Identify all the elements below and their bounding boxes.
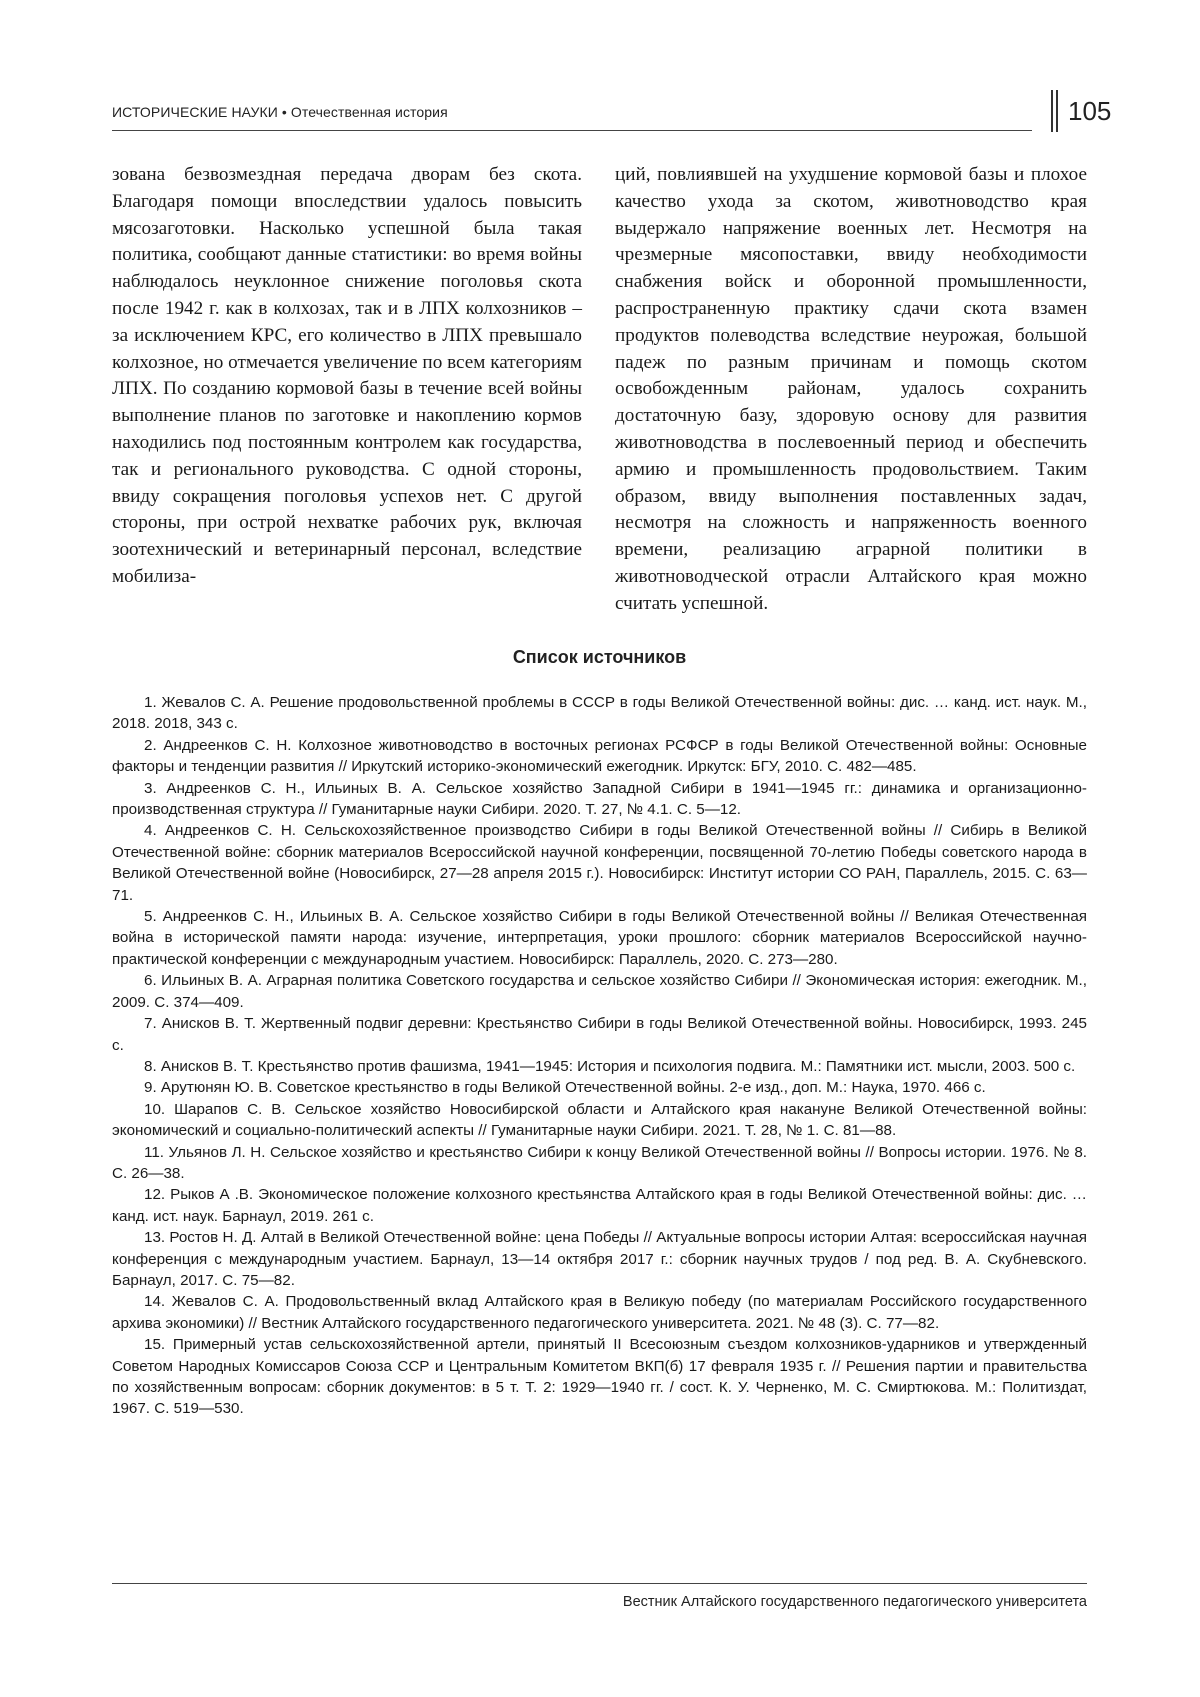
reference-item: 5. Андреенков С. Н., Ильиных В. А. Сельское хозяйство Сибири в годы Великой Отечественной войны // Великая Отечественная война в исторической памяти народа: изучение, интерпретация, уроки прошлого: сборник материалов Всероссийской научно-практической конференции с международным участием. Новосибирск: Параллель, 2020. С. 273—280.: [112, 908, 1087, 968]
reference-item: 14. Жевалов С. А. Продовольственный вклад Алтайского края в Великую победу (по материалам Российского государственного архива экономики) // Вестник Алтайского государственного педагогического университета. 2021. № 48 (3). С. 77—82.: [112, 1293, 1087, 1332]
header-subsection: Отечественная история: [290, 104, 448, 120]
sources-heading: Список источников: [512, 647, 687, 667]
reference-item: 11. Ульянов Л. Н. Сельское хозяйство и крестьянство Сибири к концу Великой Отечественной войны // Вопросы истории. 1976. № 8. С. 26—38.: [112, 1143, 1087, 1182]
reference-item: 4. Андреенков С. Н. Сельскохозяйственное производство Сибири в годы Великой Отечественной войны // Сибирь в Великой Отечественной войне: сборник материалов Всероссийской научной конференции, посвященной 70-летию Победы советского народа в Великой Отечественной войне (Новосибирск, 27—28 апреля 2015 г.). Новосибирск: Институт истории СО РАН, Параллель, 2015. С. 63—71.: [112, 822, 1087, 904]
running-header: [112, 96, 1112, 136]
reference-item: 6. Ильиных В. А. Аграрная политика Советского государства и сельское хозяйство Сибири // Экономическая история: ежегодник. М., 2009. С. 374—409.: [112, 972, 1087, 1011]
header-section-label: [112, 104, 448, 120]
header-separator: •: [277, 104, 291, 120]
reference-list: [112, 692, 1087, 1420]
body-column-right: [615, 162, 1087, 618]
reference-item: 8. Анисков В. Т. Крестьянство против фашизма, 1941—1945: История и психология подвига. М.: Памятники ист. мысли, 2003. 500 с.: [144, 1057, 1076, 1075]
header-vertical-bar: [1051, 90, 1053, 132]
reference-item: 3. Андреенков С. Н., Ильиных В. А. Сельское хозяйство Западной Сибири в 1941—1945 гг.: динамика и организационно-производственная структура // Гуманитарные науки Сибири. 2020. Т. 27, № 4.1. С. 5—12.: [112, 779, 1087, 819]
reference-item: 2. Андреенков С. Н. Колхозное животноводство в восточных регионах РСФСР в годы Великой Отечественной войны: Основные факторы и тенденции развития // Иркутский историко-экономический ежегодник. Иркутск: БГУ, 2010. С. 482—485.: [112, 736, 1087, 776]
reference-item: 9. Арутюнян Ю. В. Советское крестьянство в годы Великой Отечественной войны. 2-е изд., доп. М.: Наука, 1970. 466 с.: [144, 1079, 986, 1097]
reference-item: 1. Жевалов С. А. Решение продовольственной проблемы в СССР в годы Великой Отечественной войны: дис. … канд. ист. наук. М., 2018. 2018, 343 с.: [112, 694, 1087, 733]
reference-item: 10. Шарапов С. В. Сельское хозяйство Новосибирской области и Алтайского края накануне Великой Отечественной войны: экономический и социально-политический аспекты // Гуманитарные науки Сибири. 2021. Т. 28, № 1. С. 81—88.: [112, 1100, 1087, 1140]
reference-item: 13. Ростов Н. Д. Алтай в Великой Отечественной войне: цена Победы // Актуальные вопросы истории Алтая: всероссийская научная конференция с международным участием. Барнаул, 13—14 октября 2017 г.: сборник научных трудов / под ред. В. А. Скубневского. Барнаул, 2017. С. 75—82.: [112, 1229, 1087, 1289]
reference-item: 15. Примерный устав сельскохозяйственной артели, принятый II Всесоюзным съездом колхозников-ударников и утвержденный Советом Народных Комиссаров Союза ССР и Центральным Комитетом ВКП(б) 17 февраля 1935 г. // Решения партии и правительства по хозяйственным вопросам: сборник документов: в 5 т. Т. 2: 1929—1940 гг. / сост. К. У. Черненко, М. С. Смиртюкова. М.: Политиздат, 1967. С. 519—530.: [112, 1336, 1087, 1418]
header-section: ИСТОРИЧЕСКИЕ НАУКИ: [112, 104, 278, 120]
body-column-left: [112, 162, 582, 591]
header-rule: [112, 130, 1032, 131]
header-vertical-bar: [1056, 90, 1058, 132]
body-paragraph: зована безвозмездная передача дворам без скота. Благодаря помощи впоследствии удалось повысить мясозаготовки. Насколько успешной была такая политика, сообщают данные статистики: во время войны наблюдалось неуклонное снижение поголовья скота после 1942 г. как в колхозах, так и в ЛПХ колхозников – за исключением КРС, его количество в ЛПХ превышало колхозное, но отмечается увеличение по всем категориям ЛПХ. По созданию кормовой базы в течение всей войны выполнение планов по заготовке и накоплению кормов находились под постоянным контролем как государства, так и регионального руководства. С одной стороны, ввиду сокращения поголовья успехов нет. С другой стороны, при острой нехватке рабочих рук, включая зоотехнический и ветеринарный персонал, вследствие мобилиза-: [112, 164, 583, 587]
footer-journal-title: Вестник Алтайского государственного педагогического университета: [622, 1594, 1087, 1610]
page-number: 105: [1068, 96, 1112, 126]
body-paragraph: ций, повлиявшей на ухудшение кормовой базы и плохое качество ухода за скотом, животноводство края выдержало напряжение военных лет. Несмотря на чрезмерные мясопоставки, ввиду необходимости снабжения войск и оборонной промышленности, распространенную практику сдачи скота взамен продуктов полеводства вследствие неурожая, большой падеж по разным причинам и помощь скотом освобожденным районам, удалось сохранить достаточную базу, здоровую основу для развития животноводства в послевоенный период и обеспечить армию и промышленность продовольствием. Таким образом, ввиду выполнения поставленных задач, несмотря на сложность и напряженность военного времени, реализацию аграрной политики в животноводческой отрасли Алтайского края можно считать успешной.: [615, 164, 1087, 614]
reference-item: 12. Рыков А .В. Экономическое положение колхозного крестьянства Алтайского края в годы Великой Отечественной войны: дис. … канд. ист. наук. Барнаул, 2019. 261 с.: [112, 1186, 1087, 1225]
reference-item: 7. Анисков В. Т. Жертвенный подвиг деревни: Крестьянство Сибири в годы Великой Отечественной войны. Новосибирск, 1993. 245 с.: [112, 1015, 1087, 1054]
footer-rule: [112, 1583, 1087, 1584]
